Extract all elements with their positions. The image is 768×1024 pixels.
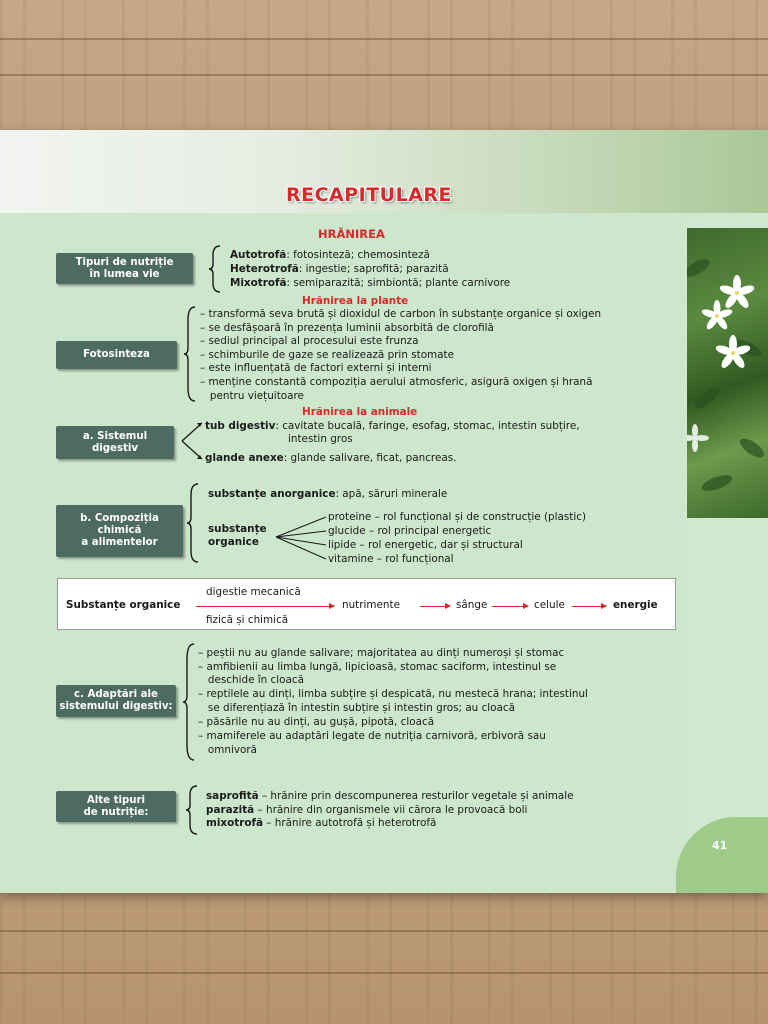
organice-term: substanțe	[208, 523, 267, 535]
label-alte-tipuri	[56, 791, 176, 822]
flow-lower-label: fizică și chimică	[206, 614, 289, 626]
definition: : fotosinteză; chemosinteză	[286, 249, 430, 261]
flow-arrow	[420, 606, 450, 607]
brace	[186, 483, 200, 563]
adaptare-line: – peștii nu au glande salivare; majoritatea au dinți numeroși și stomac	[198, 647, 565, 659]
flow-arrow	[492, 606, 528, 607]
page-title: RECAPITULARE	[285, 184, 453, 206]
flow-step-final: energie	[613, 599, 658, 611]
fotosinteza-line: – se desfășoară în prezența luminii absorbită de clorofilă	[200, 322, 494, 334]
adaptare-line: – mamiferele au adaptări legate de nutriția carnivoră, erbivoră sau	[198, 730, 546, 742]
nutrition-type-row	[230, 277, 510, 290]
tub-digestiv-cont: intestin gros	[288, 433, 353, 445]
label-compozitia-chimica	[56, 505, 183, 557]
term: Mixotrofă	[230, 277, 287, 289]
label-line: Tipuri de nutriție	[75, 256, 174, 268]
definition: : glande salivare, ficat, pancreas.	[283, 452, 457, 464]
flow-start: Substanțe organice	[66, 599, 181, 611]
term: substanțe anorganice	[208, 488, 336, 500]
page-number: 41	[712, 839, 728, 852]
label-fotosinteza	[56, 341, 177, 369]
definition: : cavitate bucală, faringe, esofag, stomac, intestin subțire,	[275, 420, 580, 432]
jasmine-photo	[687, 228, 768, 518]
heading-hranirea-animale: Hrănirea la animale	[302, 406, 418, 418]
definition: : semiparazită; simbiontă; plante carnivore	[286, 277, 511, 289]
glande-anexe-row	[205, 452, 456, 465]
definition: : ingestie; saprofită; parazită	[298, 263, 449, 275]
brace	[183, 306, 197, 402]
nutrition-type-row	[230, 249, 430, 262]
adaptare-line: – reptilele au dinți, limba subțire și despicată, nu mestecă hrana; intestinul	[198, 688, 588, 700]
flow-step: sânge	[456, 599, 488, 611]
label-line: în lumea vie	[89, 268, 160, 280]
organice-item: lipide – rol energetic, dar și structural	[328, 539, 523, 551]
label-line: Fotosinteza	[83, 349, 150, 360]
heading-hranirea-plante: Hrănirea la plante	[302, 295, 409, 307]
organice-item: glucide – rol principal energetic	[328, 525, 492, 537]
adaptare-line: – păsările nu au dinți, au gușă, pipotă, cloacă	[198, 716, 435, 728]
term: mixotrofă	[206, 817, 263, 829]
label-line: de nutriție:	[83, 806, 149, 818]
term: Autotrofă	[230, 249, 287, 261]
adaptare-line: omnivoră	[198, 744, 258, 756]
label-line: a alimentelor	[81, 537, 158, 548]
label-tipuri-nutritie	[56, 253, 193, 284]
section-title: HRĂNIREA	[318, 227, 385, 241]
definition: : apă, săruri minerale	[335, 488, 448, 500]
definition: – hrănire prin descompunerea resturilor vegetale și animale	[258, 790, 574, 802]
fotosinteza-line: – sediul principal al procesului este frunza	[200, 335, 419, 347]
adaptare-line: – amfibienii au limba lungă, lipicioasă, stomac saciform, intestinul se	[198, 661, 557, 673]
anorganice-row	[208, 488, 447, 501]
tub-digestiv-row	[205, 420, 580, 433]
adaptare-line: se diferențiază în intestin subțire și intestin gros; au cloacă	[198, 702, 515, 714]
fotosinteza-line: – este influențată de factori externi și interni	[200, 362, 432, 374]
label-line: digestiv	[91, 442, 139, 454]
fan-arrows	[274, 513, 330, 563]
flow-step: nutrimente	[342, 599, 400, 611]
organice-item: proteine – rol funcțional și de construcție (plastic)	[328, 511, 587, 523]
organice-item: vitamine – rol funcțional	[328, 553, 454, 565]
flow-arrow	[196, 606, 334, 607]
brace	[185, 785, 199, 835]
flow-step: celule	[534, 599, 565, 611]
alt-tip-row	[206, 804, 527, 817]
term: parazită	[206, 804, 255, 816]
term: Heterotrofă	[230, 263, 299, 275]
fotosinteza-line: – transformă seva brută și dioxidul de carbon în substanțe organice și oxigen	[200, 308, 602, 320]
fork-arrows	[180, 420, 206, 462]
page-number-tab	[676, 817, 768, 893]
label-line: Alte tipuri	[86, 794, 146, 806]
definition: – hrănire autotrofă și heterotrofă	[263, 817, 437, 829]
label-adaptari	[56, 685, 176, 717]
label-line: c. Adaptări ale	[74, 689, 158, 700]
organice-term: organice	[208, 536, 259, 548]
definition: – hrănire din organismele vii cărora le provoacă boli	[254, 804, 528, 816]
label-line: chimică	[97, 525, 142, 536]
term: glande anexe	[205, 452, 284, 464]
label-line: b. Compoziția	[80, 513, 159, 524]
flow-upper-label: digestie mecanică	[206, 586, 301, 598]
term: tub digestiv	[205, 420, 276, 432]
fotosinteza-line: – menține constantă compoziția aerului atmosferic, asigură oxigen și hrană	[200, 376, 593, 388]
term: saprofită	[206, 790, 259, 802]
adaptare-line: deschide în cloacă	[198, 674, 304, 686]
label-sistemul-digestiv	[56, 426, 174, 459]
alt-tip-row	[206, 817, 436, 830]
brace	[208, 245, 222, 293]
label-line: a. Sistemul	[82, 430, 148, 442]
flow-arrow	[572, 606, 606, 607]
fotosinteza-line: pentru viețuitoare	[200, 390, 304, 402]
alt-tip-row	[206, 790, 574, 803]
label-line: sistemului digestiv:	[59, 701, 173, 712]
nutrition-type-row	[230, 263, 449, 276]
fotosinteza-line: – schimburile de gaze se realizează prin stomate	[200, 349, 455, 361]
brace	[182, 643, 196, 761]
